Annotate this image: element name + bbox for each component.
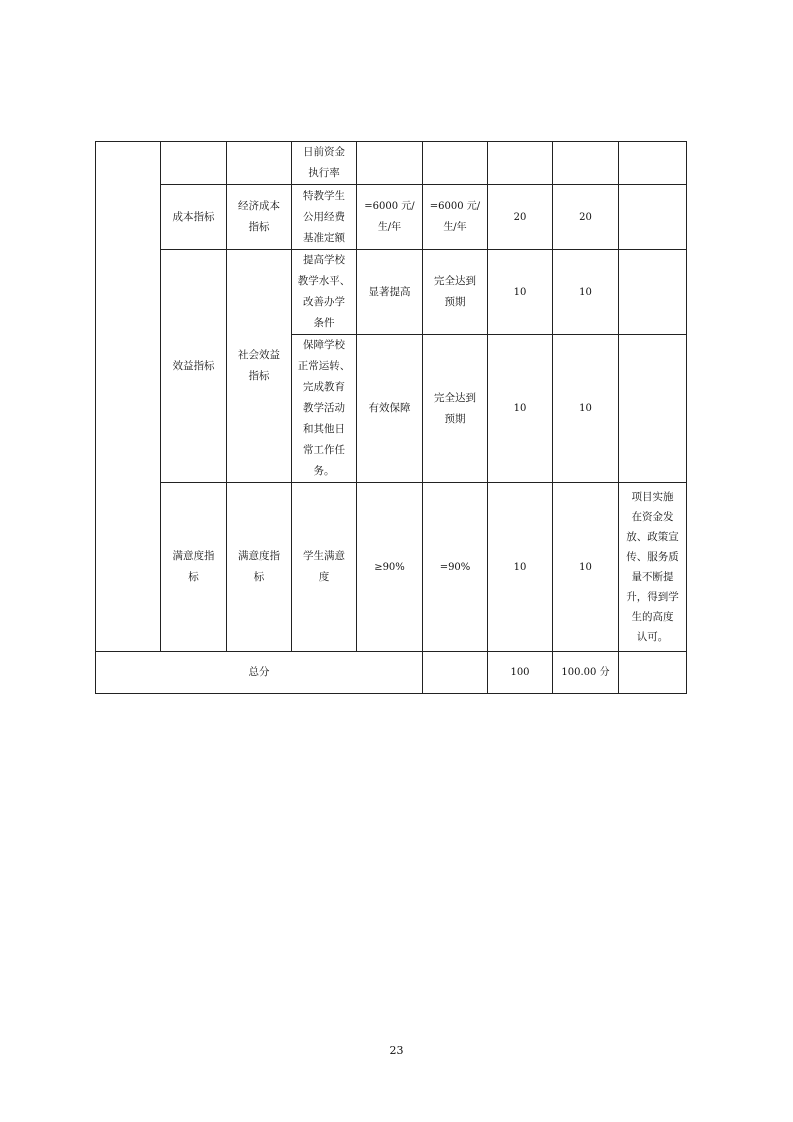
indicator-line: 提高学校 xyxy=(303,254,345,266)
weight-cell: 10 xyxy=(488,483,553,652)
level2-line: 经济成本 xyxy=(238,200,280,212)
indicator-cell xyxy=(292,483,357,652)
total-score-cell: 100.00 分 xyxy=(553,652,619,694)
level1-cell xyxy=(161,483,227,652)
target-line: =6000 元/ xyxy=(364,201,415,212)
table-row-execution-rate xyxy=(96,142,687,185)
level2-cell-empty xyxy=(227,142,292,185)
indicator-line: 完成教育 xyxy=(303,381,345,393)
indicator-line: 学生满意 xyxy=(303,550,345,562)
indicator-line: 教学水平、 xyxy=(297,275,351,287)
level1-cell: 成本指标 xyxy=(161,185,227,250)
level1-cell: 效益指标 xyxy=(161,250,227,483)
indicator-line: 和其他日 xyxy=(303,423,345,435)
actual-cell xyxy=(423,335,488,483)
note-line: 升，得到学 xyxy=(626,591,679,603)
actual-line: 完全达到 xyxy=(434,391,476,404)
score-cell-empty xyxy=(553,142,619,185)
level2-cell xyxy=(227,250,292,483)
actual-line: 预期 xyxy=(444,412,466,425)
indicator-line: 正常运转、 xyxy=(297,360,351,372)
table-row-satisfaction xyxy=(96,483,687,652)
target-cell-empty xyxy=(357,142,423,185)
level1-cell-empty xyxy=(161,142,227,185)
note-line: 传、服务质 xyxy=(626,551,679,563)
outer-category-cell xyxy=(96,142,161,652)
indicator-cell xyxy=(292,250,357,335)
target-line: 生/年 xyxy=(377,222,402,233)
indicator-cell xyxy=(292,142,357,185)
level2-line: 社会效益 xyxy=(238,349,280,361)
total-weight-cell: 100 xyxy=(488,652,553,694)
actual-cell xyxy=(423,250,488,335)
note-line: 生的高度 xyxy=(631,611,674,623)
indicator-line: 保障学校 xyxy=(303,339,345,351)
note-line: 认可。 xyxy=(636,631,669,643)
note-cell xyxy=(619,483,687,652)
level1-line: 标 xyxy=(188,571,199,583)
target-cell: ≥90% xyxy=(357,483,423,652)
level2-line: 满意度指 xyxy=(238,550,280,562)
actual-cell: =90% xyxy=(423,483,488,652)
page-number: 23 xyxy=(389,1044,404,1057)
note-line: 量不断提 xyxy=(631,571,674,583)
note-line: 在资金发 xyxy=(631,511,674,523)
level2-cell xyxy=(227,185,292,250)
indicator-line: 执行率 xyxy=(308,167,340,179)
score-cell: 10 xyxy=(553,483,619,652)
weight-cell: 20 xyxy=(488,185,553,250)
note-cell xyxy=(619,335,687,483)
note-line: 放、政策宣 xyxy=(626,531,679,543)
actual-line: 生/年 xyxy=(443,222,467,233)
level2-line: 指标 xyxy=(248,221,270,233)
performance-indicator-table xyxy=(95,141,687,694)
indicator-line: 教学活动 xyxy=(303,402,345,414)
weight-cell: 10 xyxy=(488,335,553,483)
indicator-cell xyxy=(292,335,357,483)
total-empty-cell xyxy=(423,652,488,694)
level1-line: 满意度指 xyxy=(172,550,215,562)
note-cell-empty xyxy=(619,142,687,185)
total-label-cell: 总分 xyxy=(96,652,423,694)
level2-line: 标 xyxy=(253,571,265,583)
indicator-line: 常工作任 xyxy=(303,444,345,456)
actual-line: =6000 元/ xyxy=(429,201,481,212)
note-line: 项目实施 xyxy=(631,491,674,503)
actual-line: 预期 xyxy=(444,296,466,308)
score-cell: 10 xyxy=(553,250,619,335)
target-cell: 显著提高 xyxy=(357,250,423,335)
weight-cell-empty xyxy=(488,142,553,185)
note-cell xyxy=(619,250,687,335)
indicator-line: 特教学生 xyxy=(303,189,345,202)
actual-line: 完全达到 xyxy=(434,275,476,287)
indicator-line: 度 xyxy=(318,571,330,583)
indicator-line: 条件 xyxy=(313,317,335,329)
target-cell xyxy=(357,185,423,250)
indicator-line: 日前资金 xyxy=(303,146,345,158)
indicator-line: 基准定额 xyxy=(303,231,345,244)
level2-line: 指标 xyxy=(248,370,270,382)
table-row-benefit-a xyxy=(96,250,687,335)
score-cell: 20 xyxy=(553,185,619,250)
total-note-cell xyxy=(619,652,687,694)
score-cell: 10 xyxy=(553,335,619,483)
table-row-total xyxy=(96,652,687,694)
actual-cell xyxy=(423,185,488,250)
target-cell: 有效保障 xyxy=(357,335,423,483)
indicator-line: 改善办学 xyxy=(303,296,345,308)
note-cell xyxy=(619,185,687,250)
weight-cell: 10 xyxy=(488,250,553,335)
level2-cell xyxy=(227,483,292,652)
table-row-cost xyxy=(96,185,687,250)
indicator-line: 公用经费 xyxy=(303,210,345,223)
indicator-line: 务。 xyxy=(313,465,335,477)
actual-cell-empty xyxy=(423,142,488,185)
indicator-cell xyxy=(292,185,357,250)
